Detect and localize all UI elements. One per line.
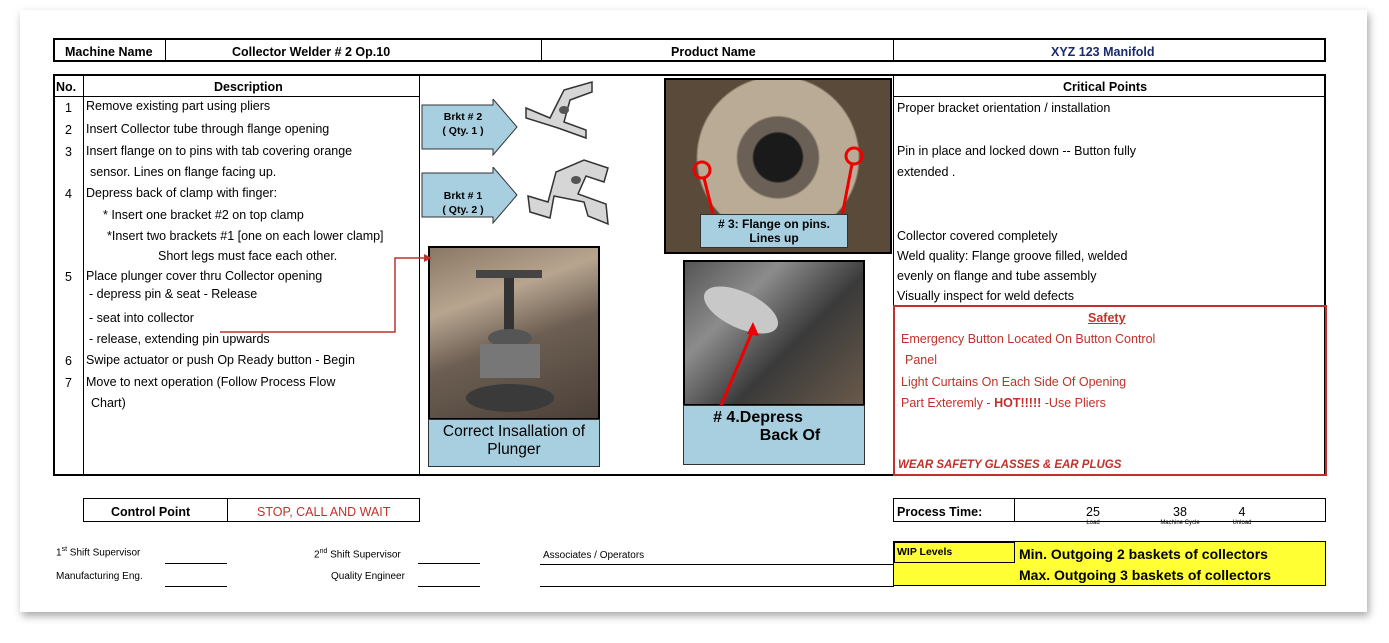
first-shift-suffix: st	[61, 546, 68, 553]
safety-box	[893, 305, 1327, 476]
depress-caption-line1: # 4.Depress	[713, 409, 803, 426]
step-6-text: Swipe actuator or push Op Ready button - Begin	[86, 353, 355, 367]
associates-signature-line-1[interactable]	[540, 564, 894, 565]
control-point-label: Control Point	[111, 505, 191, 519]
safety-title: Safety	[1088, 311, 1126, 325]
manufacturing-engineer-signature-line[interactable]	[165, 586, 227, 587]
flange-caption-line2: Lines up	[749, 231, 799, 245]
process-time-label: Process Time:	[897, 505, 983, 519]
step-5-text-line2: - depress pin & seat - Release	[89, 287, 258, 301]
step-1-text: Remove existing part using pliers	[86, 99, 271, 113]
quality-engineer-label: Quality Engineer	[331, 571, 405, 582]
second-shift-signature-line[interactable]	[418, 563, 480, 564]
load-time-label: Load	[1086, 520, 1100, 526]
col-no-header: No.	[56, 80, 77, 94]
first-shift-signature-line[interactable]	[165, 563, 227, 564]
col-description-header: Description	[214, 80, 283, 94]
step-4-text-line2: * Insert one bracket #2 on top clamp	[103, 208, 304, 222]
first-shift-supervisor-label	[56, 546, 140, 558]
product-name-label: Product Name	[671, 45, 756, 59]
safety-line-2: Panel	[905, 353, 937, 367]
safety-line-3: Light Curtains On Each Side Of Opening	[901, 375, 1127, 389]
flange-caption	[700, 214, 848, 248]
safety-hot-warning: HOT!!!!!	[994, 396, 1042, 410]
wip-min-outgoing: Min. Outgoing 2 baskets of collectors	[1019, 546, 1268, 562]
associates-operators-label: Associates / Operators	[543, 550, 645, 561]
machine-name-label: Machine Name	[65, 45, 153, 59]
depress-caption-line2: Back Of	[759, 427, 821, 444]
step-2-text: Insert Collector tube through flange opening	[86, 122, 330, 136]
critical-point-2-line2: extended .	[897, 165, 956, 179]
unload-time-label: Unload	[1232, 520, 1252, 526]
manufacturing-engineer-label: Manufacturing Eng.	[56, 571, 143, 582]
step-4-text-line4: Short legs must face each other.	[158, 249, 338, 263]
plunger-caption-line1: Correct Insallation of	[442, 423, 586, 440]
bracket-2-qty: ( Qty. 1 )	[442, 125, 484, 137]
step-4-text-line3: *Insert two brackets #1 [one on each lower clamp]	[107, 229, 384, 243]
critical-point-5: Visually inspect for weld defects	[897, 289, 1074, 303]
second-shift-suffix: nd	[319, 548, 328, 555]
step-5-number: 5	[65, 270, 72, 284]
critical-point-2-line1: Pin in place and locked down -- Button fully	[897, 144, 1137, 158]
cycle-time-label: Machine Cycle	[1160, 520, 1200, 526]
critical-point-1: Proper bracket orientation / installation	[897, 101, 1111, 115]
plunger-drawing-icon	[430, 248, 598, 418]
product-name-value: XYZ 123 Manifold	[1051, 45, 1155, 59]
control-point-value: STOP, CALL AND WAIT	[257, 505, 391, 519]
step-7-text-line1: Move to next operation (Follow Process Flow	[86, 375, 336, 389]
unload-time-value: 4	[1238, 505, 1246, 519]
critical-point-4-line1: Weld quality: Flange groove filled, welded	[897, 249, 1128, 263]
bracket-2-drawing-icon	[520, 78, 598, 148]
wip-levels-label: WIP Levels	[897, 546, 953, 558]
step-3-text-line1: Insert flange on to pins with tab covering orange	[86, 144, 353, 158]
critical-point-3: Collector covered completely	[897, 229, 1058, 243]
step-7-number: 7	[65, 376, 72, 390]
bracket-1-drawing-icon	[524, 152, 614, 230]
safety-line-4	[901, 397, 1106, 410]
step-2-number: 2	[65, 123, 72, 137]
associates-signature-line-2[interactable]	[540, 586, 894, 587]
second-shift-text: Shift Supervisor	[327, 549, 401, 561]
cycle-time-value: 38	[1173, 505, 1187, 519]
bracket-1-label: Brkt # 1	[443, 190, 483, 202]
depress-caption	[683, 405, 865, 465]
step-4-number: 4	[65, 187, 72, 201]
step-4-text-line1: Depress back of clamp with finger:	[86, 186, 278, 200]
safety-line-4-end: -Use Pliers	[1041, 396, 1106, 410]
safety-glasses-warning: WEAR SAFETY GLASSES & EAR PLUGS	[898, 459, 1122, 471]
step-6-number: 6	[65, 354, 72, 368]
plunger-caption-line2: Plunger	[487, 441, 541, 458]
step-3-number: 3	[65, 145, 72, 159]
flange-caption-line1: # 3: Flange on pins.	[717, 217, 830, 231]
plunger-caption	[428, 419, 600, 467]
bracket-1-qty: ( Qty. 2 )	[442, 204, 484, 216]
machine-name-value: Collector Welder # 2 Op.10	[232, 45, 391, 59]
quality-engineer-signature-line[interactable]	[418, 586, 480, 587]
load-time-value: 25	[1086, 505, 1100, 519]
wip-max-outgoing: Max. Outgoing 3 baskets of collectors	[1019, 567, 1272, 583]
depress-arrow-icon	[683, 260, 865, 410]
step-5-text-line4: - release, extending pin upwards	[89, 332, 270, 346]
critical-point-4-line2: evenly on flange and tube assembly	[897, 269, 1097, 283]
first-shift-text: Shift Supervisor	[67, 547, 141, 559]
step-5-text-line3: - seat into collector	[89, 311, 194, 325]
step-1-number: 1	[65, 101, 72, 115]
step-3-text-line2: sensor. Lines on flange facing up.	[90, 165, 277, 179]
step-7-text-line2: Chart)	[91, 396, 126, 410]
second-shift-supervisor-label	[314, 548, 401, 560]
safety-line-1: Emergency Button Located On Button Control	[901, 332, 1156, 346]
col-critical-header: Critical Points	[1063, 80, 1148, 94]
step-5-text-line1: Place plunger cover thru Collector opening	[86, 269, 323, 283]
safety-line-4-start: Part Exteremly -	[901, 396, 995, 410]
bracket-2-label: Brkt # 2	[443, 111, 483, 123]
connector-arrow-icon	[220, 250, 432, 336]
second-shift-number: 2	[314, 549, 320, 561]
first-shift-number: 1	[56, 547, 62, 559]
